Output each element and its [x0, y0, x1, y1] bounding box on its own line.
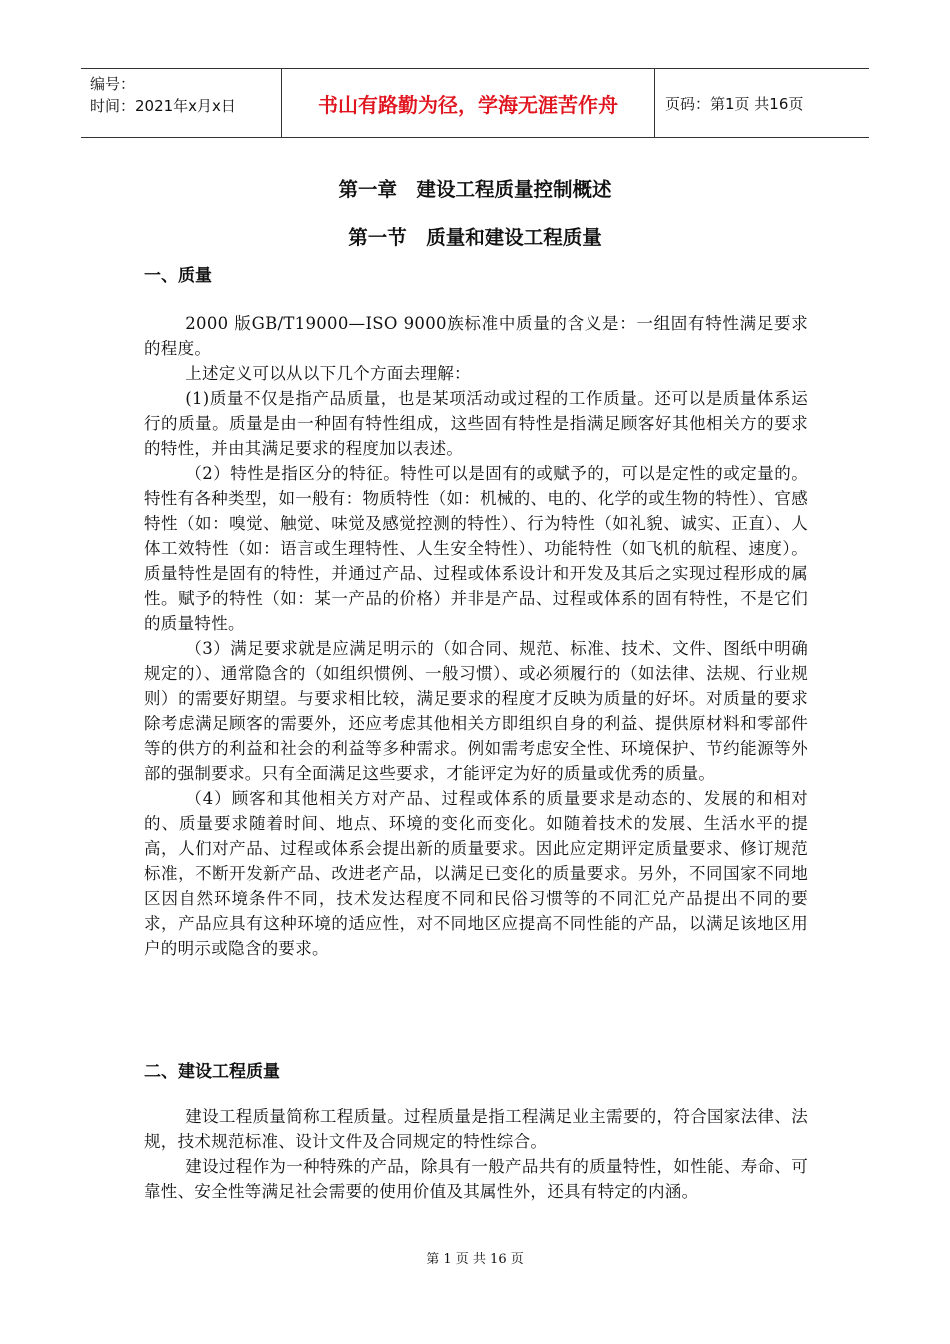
page-number-label: 页码：第1页 共16页 — [665, 94, 804, 113]
header-meta — [81, 69, 281, 137]
paragraph: （4）顾客和其他相关方对产品、过程或体系的质量要求是动态的、发展的和相对的、质量要求随着时间、地点、环境的变化而变化。如随着技术的发展、生活水平的提高，人们对产品、过程或体系会提出新的质量要求。因此应定期评定质量要求、修订规范标准，不断开发新产品、改进老产品，以满足已变化的质量要求。另外，不同国家不同地区因自然环境条件不同，技术发达程度不同和民俗习惯等的不同汇兑产品提出不同的要求，产品应具有这种环境的适应性，对不同地区应提高不同性能的产品，以满足该地区用户的明示或隐含的要求。 — [144, 789, 808, 958]
chapter-title: 第一章 建设工程质量控制概述 — [338, 178, 612, 201]
part2-heading: 二、建设工程质量 — [144, 1062, 280, 1082]
paragraph: 2000 版GB/T19000—ISO 9000族标准中质量的含义是：一组固有特性满足要求的程度。 — [144, 314, 808, 358]
page-footer: 第 1 页 共 16 页 — [426, 1252, 524, 1267]
motto-text: 书山有路勤为径，学海无涯苦作舟 — [318, 92, 618, 117]
section-title: 第一节 质量和建设工程质量 — [348, 226, 602, 249]
paragraph: （2）特性是指区分的特征。特性可以是固有的或赋予的，可以是定性的或定量的。特性有各种类型，如一般有：物质特性（如：机械的、电的、化学的或生物的特性）、官感特性（如：嗅觉、触觉、味觉及感觉控测的特性）、行为特性（如礼貌、诚实、正直）、人体工效特性（如：语言或生理特性、人生安全特性）、功能特性（如飞机的航程、速度）。质量特性是固有的特性，并通过产品、过程或体系设计和开发及其后之实现过程形成的属性。赋予的特性（如：某一产品的价格）并非是产品、过程或体系的固有特性，不是它们的质量特性。 — [144, 464, 808, 633]
paragraph: 建设工程质量简称工程质量。过程质量是指工程满足业主需要的，符合国家法律、法规，技术规范标准、设计文件及合同规定的特性综合。 — [144, 1107, 808, 1151]
header-page-info — [655, 69, 869, 137]
paragraph: 建设过程作为一种特殊的产品，除具有一般产品共有的质量特性，如性能、寿命、可靠性、安全性等满足社会需要的使用价值及其属性外，还具有特定的内涵。 — [144, 1157, 808, 1201]
part1-heading: 一、质量 — [144, 266, 212, 286]
paragraph: 上述定义可以从以下几个方面去理解： — [185, 364, 471, 383]
part1-body — [144, 311, 808, 961]
part2-body — [144, 1104, 808, 1204]
document-time-label: 时间：2021年x月x日 — [90, 97, 236, 115]
document-number-label: 编号： — [90, 75, 136, 93]
paragraph: （3）满足要求就是应满足明示的（如合同、规范、标准、技术、文件、图纸中明确规定的）、通常隐含的（如组织惯例、一般习惯）、或必须履行的（如法律、法规、行业规则）的需要好期望。与要求相比较，满足要求的程度才反映为质量的好坏。对质量的要求除考虑满足顾客的需要外，还应考虑其他相关方即组织自身的利益、提供原材料和零部件等的供方的利益和社会的利益等多种需求。例如需考虑安全性、环境保护、节约能源等外部的强制要求。只有全面满足这些要求，才能评定为好的质量或优秀的质量。 — [144, 639, 808, 783]
paragraph: (1)质量不仅是指产品质量，也是某项活动或过程的工作质量。还可以是质量体系运行的质量。质量是由一种固有特性组成，这些固有特性是指满足顾客好其他相关方的要求的特性，并由其满足要求的程度加以表述。 — [144, 389, 808, 458]
header-motto — [281, 69, 655, 137]
page-header — [81, 68, 869, 138]
